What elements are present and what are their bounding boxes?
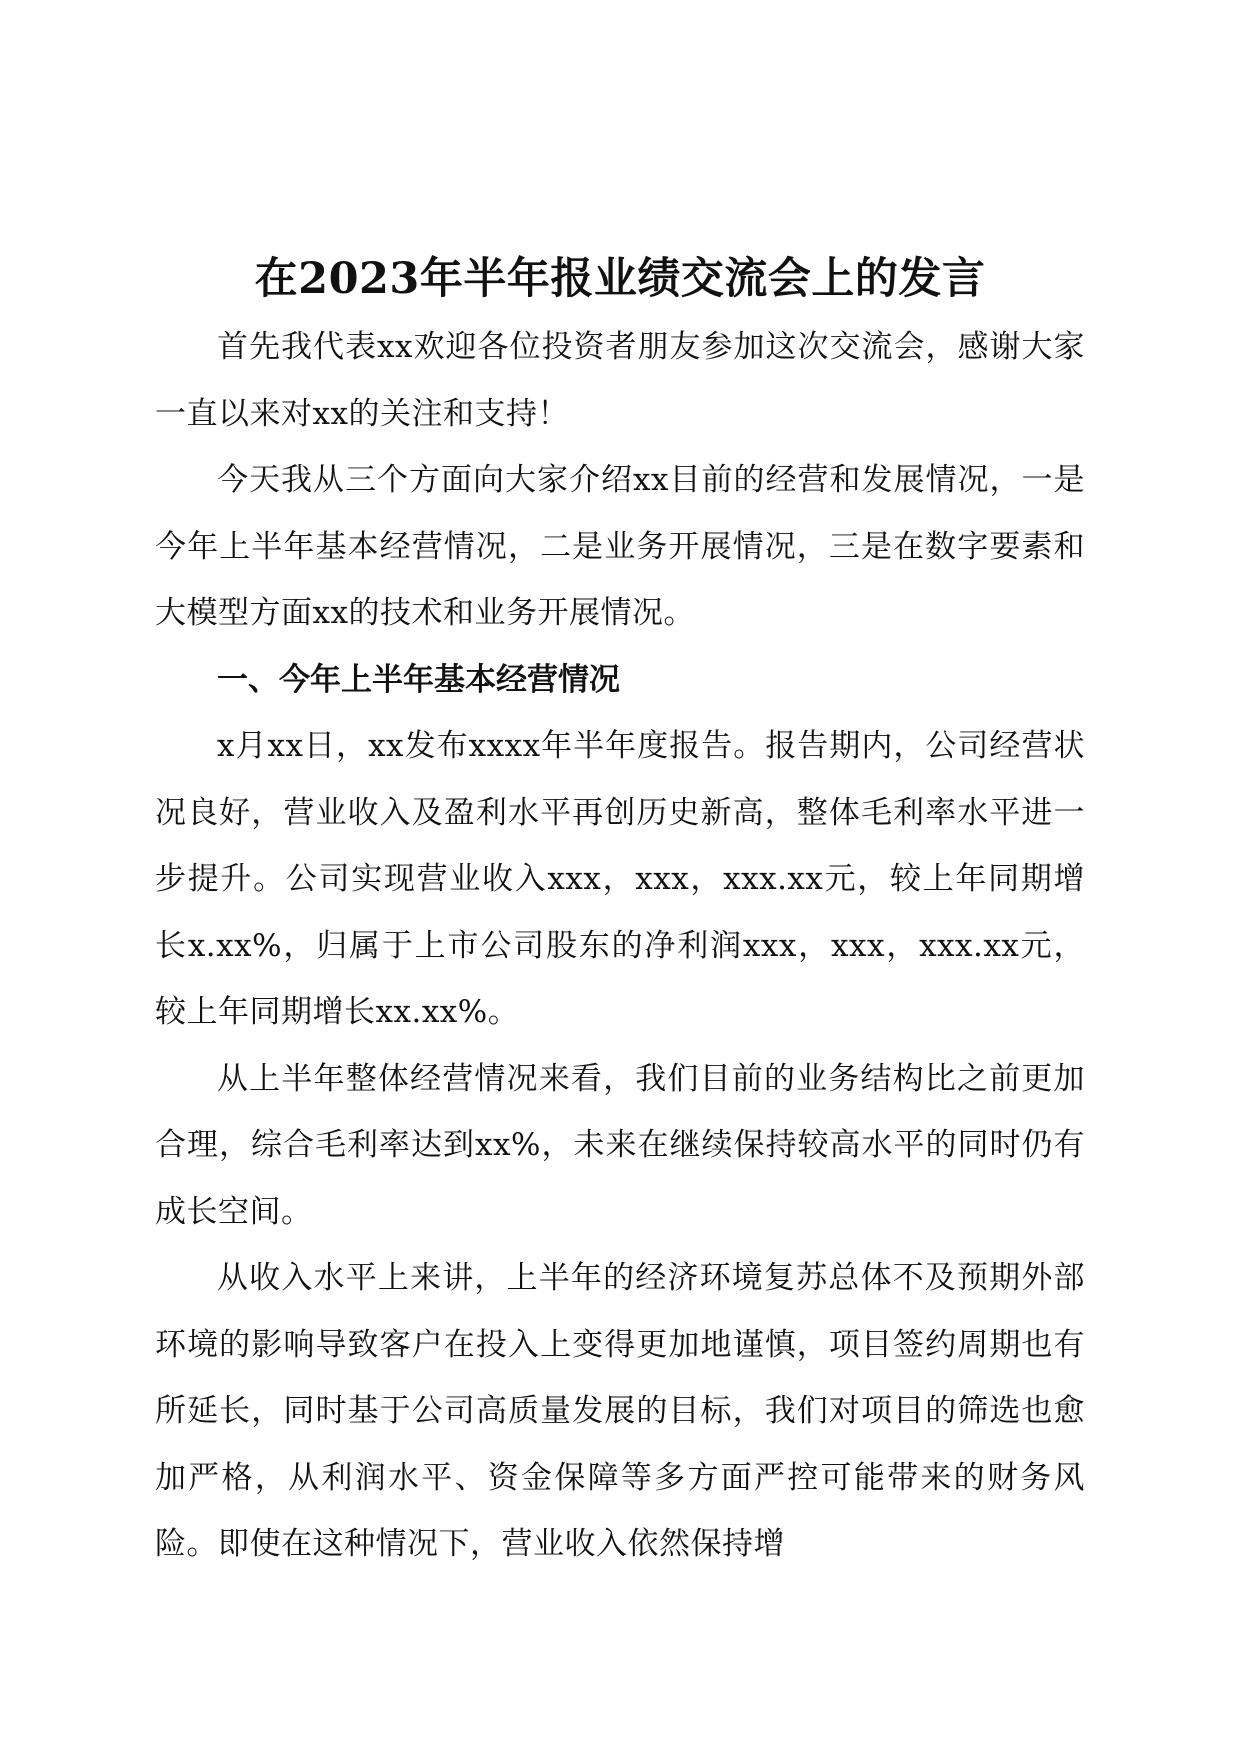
body-paragraph: x月xx日，xx发布xxxx年半年度报告。报告期内，公司经营状况良好，营业收入及盈利水平再创历史新高，整体毛利率水平进一步提升。公司实现营业收入xxx，xxx，xxx.xx元，较上年同期增长x.xx%，归属于上市公司股东的净利润xxx，xxx，xxx.xx元，较上年同期增长xx.xx%。 — [155, 728, 1085, 1030]
document-title: 在2023年半年报业绩交流会上的发言 — [254, 254, 986, 304]
body-paragraph: 从收入水平上来讲，上半年的经济环境复苏总体不及预期外部环境的影响导致客户在投入上变得更加地谨慎，项目签约周期也有所延长，同时基于公司高质量发展的目标，我们对项目的筛选也愈加严格，从利润水平、资金保障等多方面严控可能带来的财务风险。即使在这种情况下，营业收入依然保持增 — [155, 1260, 1085, 1562]
section-heading: 一、今年上半年基本经营情况 — [217, 661, 620, 698]
body-paragraph: 首先我代表xx欢迎各位投资者朋友参加这次交流会，感谢大家一直以来对xx的关注和支持！ — [155, 329, 1085, 432]
body-paragraph: 今天我从三个方面向大家介绍xx目前的经营和发展情况，一是今年上半年基本经营情况，二是业务开展情况，三是在数字要素和大模型方面xx的技术和业务开展情况。 — [155, 462, 1085, 631]
body-paragraph: 从上半年整体经营情况来看，我们目前的业务结构比之前更加合理，综合毛利率达到xx%，未来在继续保持较高水平的同时仍有成长空间。 — [155, 1060, 1085, 1230]
document-body — [155, 244, 1085, 1578]
